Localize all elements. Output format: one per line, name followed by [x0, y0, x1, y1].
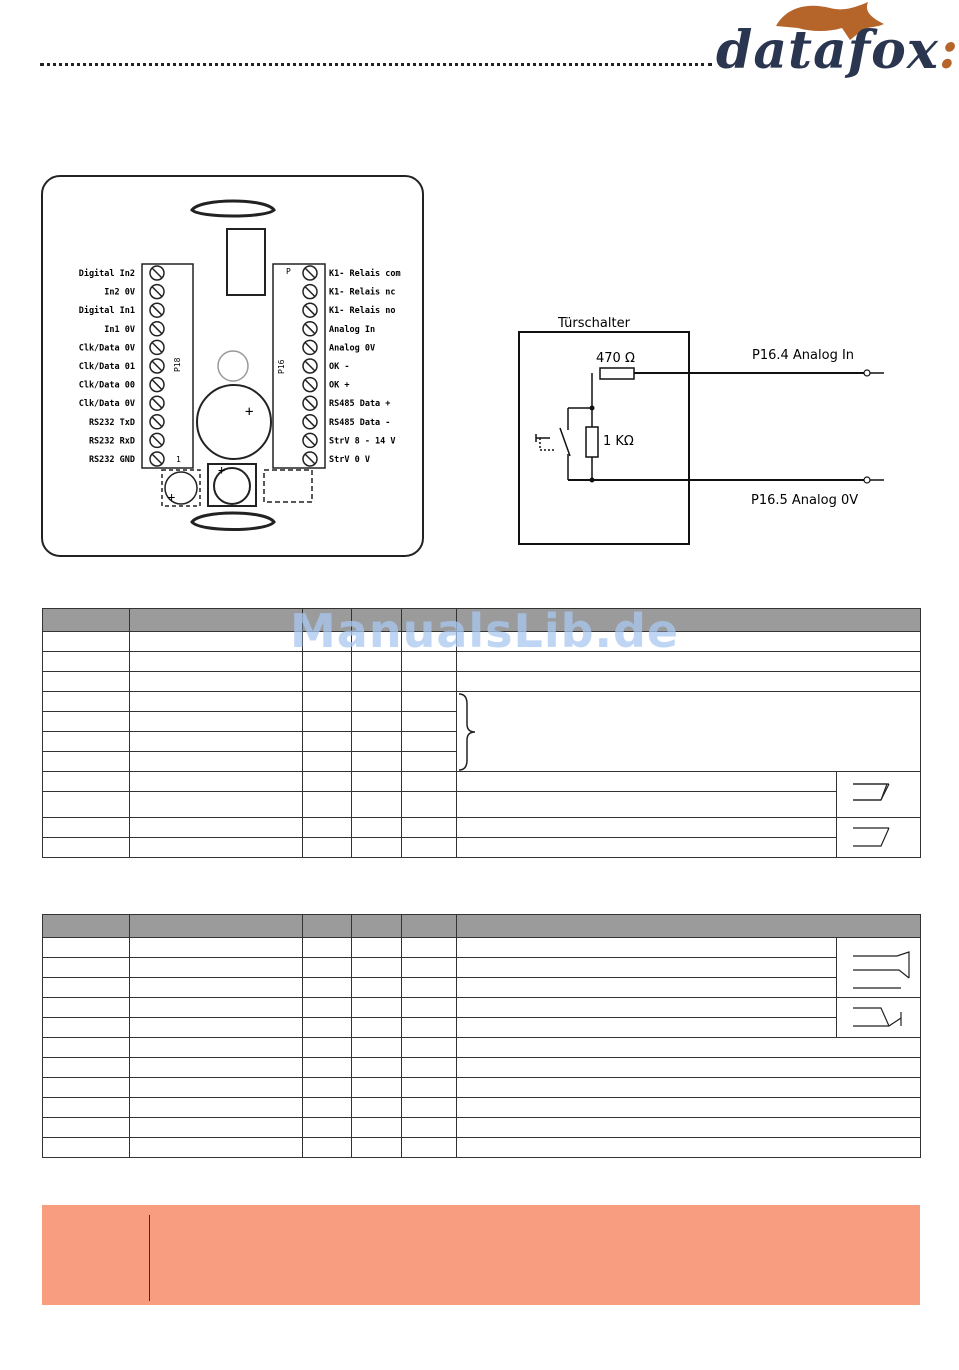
right-screw-icon: [303, 359, 317, 373]
curly-brace-icon: [457, 692, 477, 772]
table-row: [43, 1018, 921, 1038]
right-screw-icon: [303, 266, 317, 280]
left-pin1-mark: 1: [176, 455, 181, 464]
left-screw-icon: [150, 303, 164, 317]
table-header-row: [43, 915, 921, 938]
left-terminal-label: Clk/Data 01: [78, 362, 135, 372]
right-terminal-label: StrV 8 - 14 V: [329, 436, 396, 447]
table-row: [43, 1078, 921, 1098]
right-screw-icon: [303, 340, 317, 354]
left-terminal-label: Clk/Data 00: [78, 380, 135, 391]
left-screw-icon: [150, 359, 164, 373]
left-screw-icon: [150, 433, 164, 447]
left-terminal-label: RS232 RxD: [88, 436, 135, 447]
left-terminal-label: In1 0V: [104, 324, 135, 335]
left-screw-icon: [150, 340, 164, 354]
right-block-label: P16: [277, 359, 286, 374]
right-screw-icon: [303, 433, 317, 447]
right-screw-icon: [303, 303, 317, 317]
table-row: [43, 792, 921, 818]
table-row: [43, 1058, 921, 1078]
right-screw-icon: [303, 452, 317, 466]
datafox-logo: datafox:: [716, 20, 959, 81]
right-terminal-label: K1- Relais no: [329, 306, 396, 317]
table-row: [43, 938, 921, 958]
terminal-analog-in-icon: [864, 370, 870, 376]
circuit-box-title: Türschalter: [558, 316, 630, 331]
svg-text:+: +: [245, 404, 254, 420]
left-terminal-label: RS232 GND: [88, 455, 135, 465]
left-terminal-label: In2 0V: [104, 287, 135, 298]
table-row: [43, 818, 921, 838]
right-terminal-label: Analog 0V: [329, 343, 376, 354]
table-row: [43, 1118, 921, 1138]
board-terminal-diagram: [40, 174, 426, 560]
right-terminal-label: K1- Relais com: [329, 269, 401, 279]
table-row: [43, 1138, 921, 1158]
switch-pushbutton-icon: [837, 998, 921, 1038]
relay-contact-icon: [837, 772, 921, 816]
bottom-terminal-label: P16.5 Analog 0V: [751, 493, 859, 508]
relay-contact-icon: [837, 818, 921, 862]
right-terminal-label: RS485 Data -: [329, 417, 391, 428]
right-screw-icon: [303, 285, 317, 299]
resistor-470-icon: [600, 368, 634, 379]
watermark: ManualsLib.de: [290, 604, 680, 658]
top-terminal-label: P16.4 Analog In: [752, 348, 855, 363]
left-terminal-label: RS232 TxD: [88, 417, 135, 428]
left-screw-icon: [150, 285, 164, 299]
left-terminal-label: Digital In1: [78, 306, 135, 317]
header-dotted-rule: [40, 63, 712, 66]
door-switch-circuit: [510, 310, 910, 560]
left-terminal-label: Digital In2: [78, 269, 135, 279]
right-screw-icon: [303, 378, 317, 392]
table-row: [43, 838, 921, 858]
right-screw-icon: [303, 322, 317, 336]
table-row: [43, 978, 921, 998]
pin-table-2: [42, 914, 921, 1158]
left-screw-icon: [150, 396, 164, 410]
right-pin1-mark: P: [286, 267, 291, 276]
table-row: [43, 998, 921, 1018]
table-row: [43, 958, 921, 978]
relay-changeover-icon: [837, 938, 921, 998]
left-terminal-label: Clk/Data 0V: [78, 399, 135, 410]
right-terminal-label: Analog In: [329, 324, 376, 335]
terminal-analog-0v-icon: [864, 477, 870, 483]
table-row: [43, 1098, 921, 1118]
note-box: [42, 1205, 920, 1305]
right-terminal-label: K1- Relais nc: [329, 287, 396, 298]
svg-text:+: +: [218, 463, 226, 477]
right-terminal-label: StrV 0 V: [329, 455, 370, 465]
left-screw-icon: [150, 378, 164, 392]
left-block-label: P18: [173, 357, 182, 372]
r1-label: 470 Ω: [596, 351, 635, 366]
left-terminal-label: Clk/Data 0V: [78, 343, 135, 354]
left-screw-icon: [150, 322, 164, 336]
table-row: [43, 672, 921, 692]
right-screw-icon: [303, 396, 317, 410]
note-divider: [149, 1215, 150, 1301]
left-screw-icon: [150, 415, 164, 429]
right-terminal-label: OK -: [329, 362, 350, 372]
right-terminal-label: OK +: [329, 380, 350, 391]
table-row: [43, 772, 921, 792]
svg-text:+: +: [168, 490, 176, 504]
right-terminal-label: RS485 Data +: [329, 399, 391, 410]
r2-label: 1 KΩ: [603, 434, 634, 449]
left-screw-icon: [150, 452, 164, 466]
table-row: [43, 1038, 921, 1058]
right-screw-icon: [303, 415, 317, 429]
left-screw-icon: [150, 266, 164, 280]
table-row: [43, 692, 921, 712]
resistor-1k-icon: [586, 427, 598, 457]
